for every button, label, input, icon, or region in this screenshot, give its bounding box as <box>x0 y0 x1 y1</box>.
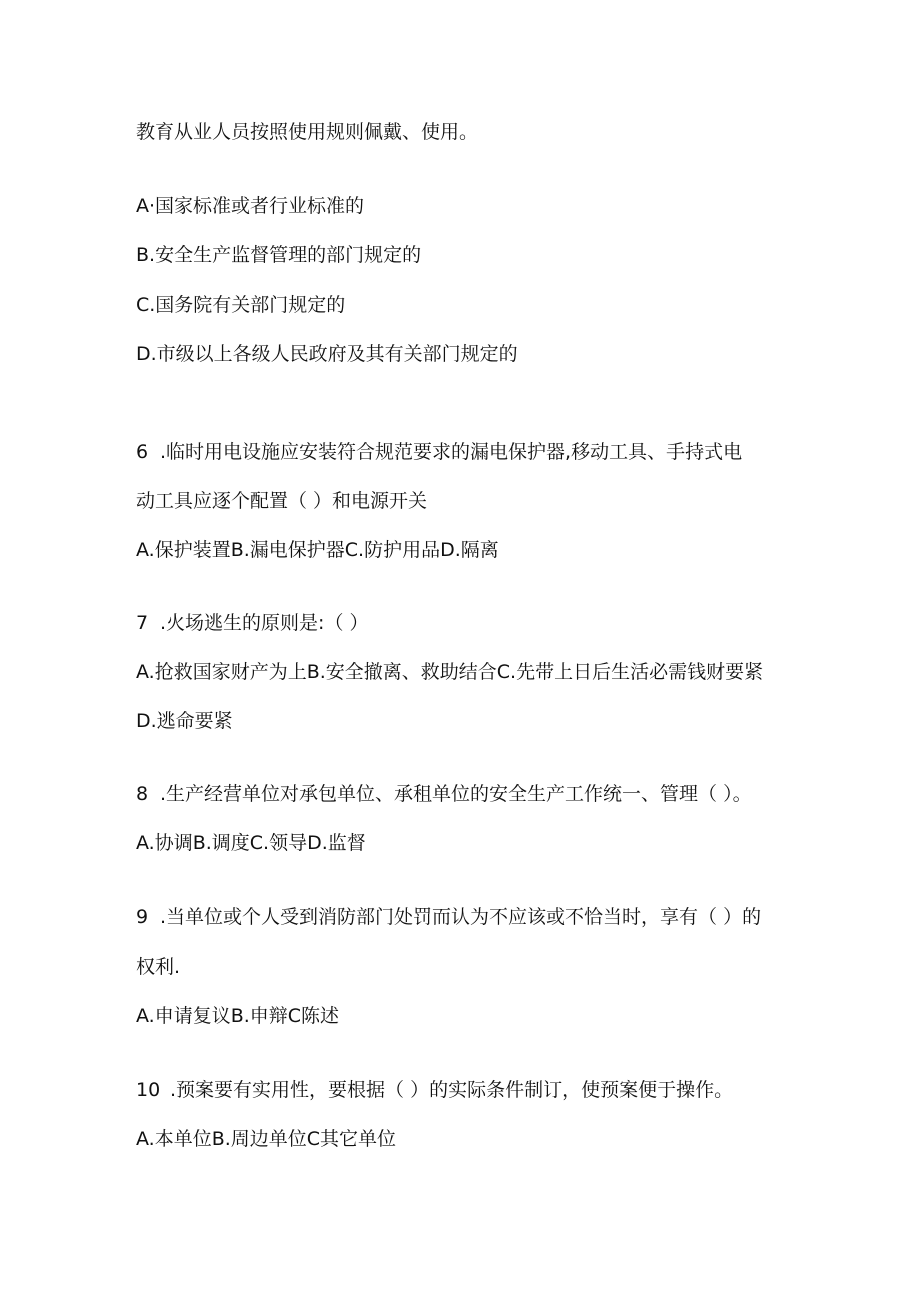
option-c: C.国务院有关部门规定的 <box>136 294 346 316</box>
question-9 <box>136 905 761 929</box>
question-6 <box>136 440 742 464</box>
question-number: 6 <box>136 441 149 463</box>
question-number: 9 <box>136 906 149 928</box>
option-b: B.安全生产监督管理的部门规定的 <box>136 244 422 266</box>
option-a: A·国家标准或者行业标准的 <box>136 195 365 217</box>
question-text: .预案要有实用性，要根据（ ）的实际条件制订，使预案便于操作。 <box>170 1079 734 1101</box>
question-number: 10 <box>136 1079 161 1101</box>
question-7-options: A.抢救国家财产为上B.安全撤离、救助结合C.先带上日后生活必需钱财要紧 <box>136 661 764 683</box>
question-6-options: A.保护装置B.漏电保护器C.防护用品D.隔离 <box>136 539 499 561</box>
question-9-options: A.申请复议B.申辩C陈述 <box>136 1005 340 1027</box>
question-7 <box>136 611 368 635</box>
question-10-options: A.本单位B.周边单位C其它单位 <box>136 1128 397 1150</box>
question-text: .当单位或个人受到消防部门处罚而认为不应该或不恰当时，享有（ ）的 <box>160 906 762 928</box>
question-6-continuation: 动工具应逐个配置（ ）和电源开关 <box>136 490 428 512</box>
question-7-options-continuation: D.逃命要紧 <box>136 710 233 732</box>
option-d: D.市级以上各级人民政府及其有关部门规定的 <box>136 343 518 365</box>
question-text: .火场逃生的原则是:（ ） <box>160 612 369 634</box>
question-8-options: A.协调B.调度C.领导D.监督 <box>136 832 366 854</box>
question-8 <box>136 782 752 806</box>
question-number: 7 <box>136 612 149 634</box>
question-text: .生产经营单位对承包单位、承租单位的安全生产工作统一、管理（ ）。 <box>160 783 752 805</box>
question-text: .临时用电设施应安装符合规范要求的漏电保护器,移动工具、手持式电 <box>160 441 743 463</box>
question-10 <box>136 1078 733 1102</box>
question-number: 8 <box>136 783 149 805</box>
question-9-continuation: 权利. <box>136 956 181 978</box>
text-line-continuation: 教育从业人员按照使用规则佩戴、使用。 <box>136 121 479 143</box>
